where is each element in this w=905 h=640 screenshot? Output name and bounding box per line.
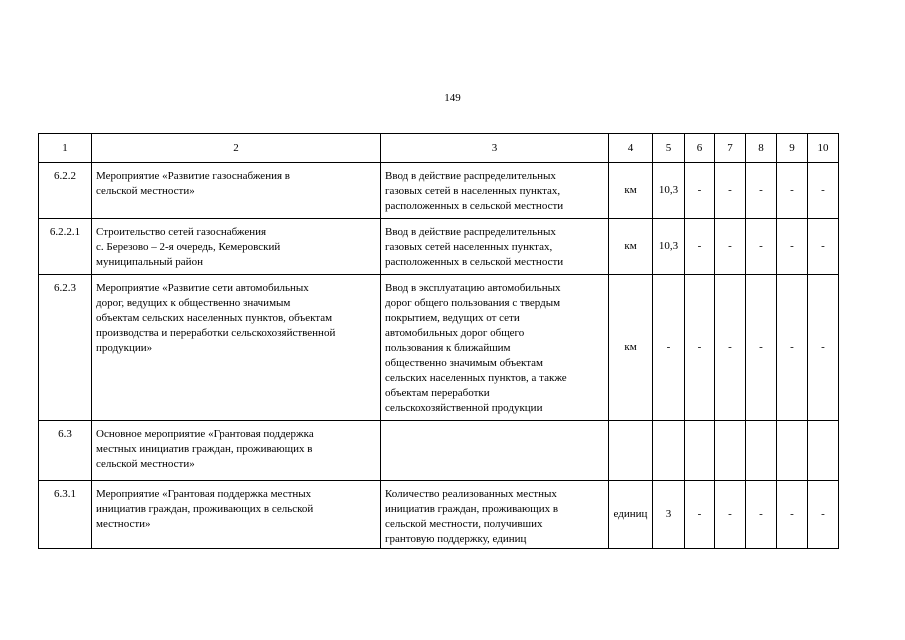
row-number: 6.2.3 <box>39 275 92 421</box>
value-cell <box>715 421 746 481</box>
header-row <box>39 134 839 163</box>
indicator-name: Ввод в действие распределительных газовых сетей населенных пунктах, расположенных в сельской местности <box>381 219 609 275</box>
measure-name: Мероприятие «Грантовая поддержка местных инициатив граждан, проживающих в сельской местности» <box>92 481 381 549</box>
indicators-table <box>38 133 839 549</box>
header-cell: 7 <box>715 134 746 163</box>
value-cell: - <box>777 275 808 421</box>
value-cell: - <box>685 163 715 219</box>
header-cell: 2 <box>92 134 381 163</box>
value-cell: - <box>746 219 777 275</box>
table-row <box>39 481 839 549</box>
indicator-name: Ввод в эксплуатацию автомобильных дорог общего пользования с твердым покрытием, ведущих от сети автомобильных дорог общего пользования к ближайшим общественно значимым объектам сельских населенных пунктов, а также объектам переработки сельскохозяйственной продукции <box>381 275 609 421</box>
row-number: 6.3 <box>39 421 92 481</box>
value-cell: - <box>715 219 746 275</box>
value-cell: - <box>715 163 746 219</box>
value-cell: - <box>746 163 777 219</box>
value-cell: - <box>777 219 808 275</box>
unit: единиц <box>609 481 653 549</box>
header-cell: 3 <box>381 134 609 163</box>
value-cell: - <box>653 275 685 421</box>
header-cell: 5 <box>653 134 685 163</box>
row-number: 6.3.1 <box>39 481 92 549</box>
header-cell: 8 <box>746 134 777 163</box>
table-row <box>39 275 839 421</box>
measure-name: Основное мероприятие «Грантовая поддержка местных инициатив граждан, проживающих в сельской местности» <box>92 421 381 481</box>
unit: км <box>609 219 653 275</box>
value-cell: - <box>685 275 715 421</box>
value-cell: - <box>685 219 715 275</box>
unit <box>609 421 653 481</box>
value-cell: - <box>715 481 746 549</box>
header-cell: 6 <box>685 134 715 163</box>
measure-name: Мероприятие «Развитие сети автомобильных дорог, ведущих к общественно значимым объектам сельских населенных пунктов, объектам производства и переработки сельскохозяйственной продукции» <box>92 275 381 421</box>
value-cell: 10,3 <box>653 219 685 275</box>
table-row <box>39 421 839 481</box>
value-cell: - <box>685 481 715 549</box>
unit: км <box>609 275 653 421</box>
value-cell: 10,3 <box>653 163 685 219</box>
value-cell: 3 <box>653 481 685 549</box>
value-cell: - <box>746 275 777 421</box>
value-cell: - <box>746 481 777 549</box>
header-cell: 4 <box>609 134 653 163</box>
indicator-name: Ввод в действие распределительных газовых сетей в населенных пунктах, расположенных в сельской местности <box>381 163 609 219</box>
value-cell: - <box>808 481 839 549</box>
value-cell: - <box>777 481 808 549</box>
indicator-name: Количество реализованных местных инициатив граждан, проживающих в сельской местности, получивших грантовую поддержку, единиц <box>381 481 609 549</box>
value-cell: - <box>808 219 839 275</box>
table-row <box>39 219 839 275</box>
measure-name: Строительство сетей газоснабжения с. Березово – 2-я очередь, Кемеровский муниципальный район <box>92 219 381 275</box>
row-number: 6.2.2 <box>39 163 92 219</box>
value-cell <box>653 421 685 481</box>
header-cell: 1 <box>39 134 92 163</box>
value-cell <box>746 421 777 481</box>
header-cell: 10 <box>808 134 839 163</box>
value-cell <box>685 421 715 481</box>
measure-name: Мероприятие «Развитие газоснабжения в сельской местности» <box>92 163 381 219</box>
header-cell: 9 <box>777 134 808 163</box>
value-cell <box>808 421 839 481</box>
page-number: 149 <box>444 92 461 104</box>
value-cell <box>777 421 808 481</box>
row-number: 6.2.2.1 <box>39 219 92 275</box>
value-cell: - <box>808 163 839 219</box>
value-cell: - <box>777 163 808 219</box>
value-cell: - <box>808 275 839 421</box>
value-cell: - <box>715 275 746 421</box>
unit: км <box>609 163 653 219</box>
indicator-name <box>381 421 609 481</box>
table-row <box>39 163 839 219</box>
